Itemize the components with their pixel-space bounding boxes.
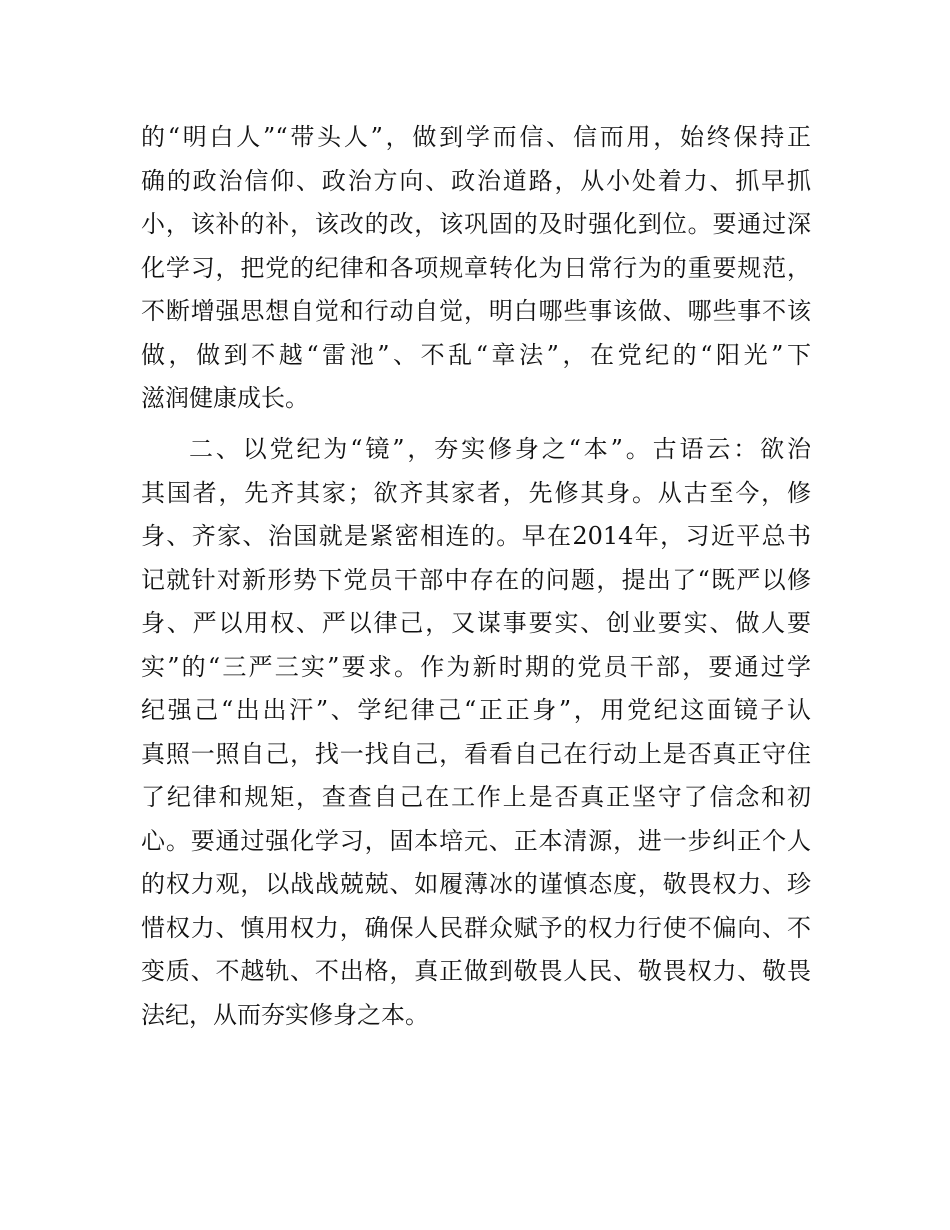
paragraph-line: 惜权力、慎用权力，确保人民群众赋予的权力行使不偏向、不 (141, 913, 811, 942)
paragraph-line: 身、严以用权、严以律己，又谋事要实、创业要实、做人要 (141, 609, 811, 637)
paragraph-line: 二、以党纪为“镜”，夯实修身之“本”。古语云：欲治 (189, 435, 811, 463)
paragraph-line: 真照一照自己，找一找自己，看看自己在行动上是否真正守住 (141, 739, 811, 768)
paragraph-line: 了纪律和规矩，查查自己在工作上是否真正坚守了信念和初 (141, 783, 811, 811)
paragraph-2 (141, 428, 811, 1037)
paragraph-line: 记就针对新形势下党员干部中存在的问题，提出了“既严以修 (141, 565, 811, 594)
paragraph-line: 确的政治信仰、政治方向、政治道路，从小处着力、抓早抓 (141, 166, 811, 195)
paragraph-line: 实”的“三严三实”要求。作为新时期的党员干部，要通过学 (141, 652, 811, 681)
paragraph-line: 化学习，把党的纪律和各项规章转化为日常行为的重要规范， (141, 253, 811, 282)
paragraph-line: 不断增强思想自觉和行动自觉，明白哪些事该做、哪些事不该 (141, 297, 811, 325)
paragraph-line: 身、齐家、治国就是紧密相连的。早在2014年，习近平总书 (141, 522, 811, 550)
paragraph-line: 小，该补的补，该改的改，该巩固的及时强化到位。要通过深 (141, 210, 811, 238)
paragraph-line: 心。要通过强化学习，固本培元、正本清源，进一步纠正个人 (141, 826, 811, 855)
paragraph-1 (141, 116, 811, 421)
paragraph-line: 的权力观，以战战兢兢、如履薄冰的谨慎态度，敬畏权力、珍 (141, 870, 811, 898)
paragraph-line: 变质、不越轨、不出格，真正做到敬畏人民、敬畏权力、敬畏 (141, 957, 811, 985)
paragraph-line: 滋润健康成长。 (141, 384, 309, 412)
paragraph-line: 纪强己“出出汗”、学纪律己“正正身”，用党纪这面镜子认 (141, 696, 811, 724)
paragraph-line: 其国者，先齐其家；欲齐其家者，先修其身。从古至今，修 (141, 478, 811, 507)
paragraph-line: 的“明白人”“带头人”，做到学而信、信而用，始终保持正 (141, 123, 811, 151)
paragraph-line: 做，做到不越“雷池”、不乱“章法”，在党纪的“阳光”下 (141, 340, 811, 369)
paragraph-line: 法纪，从而夯实修身之本。 (141, 1000, 429, 1029)
